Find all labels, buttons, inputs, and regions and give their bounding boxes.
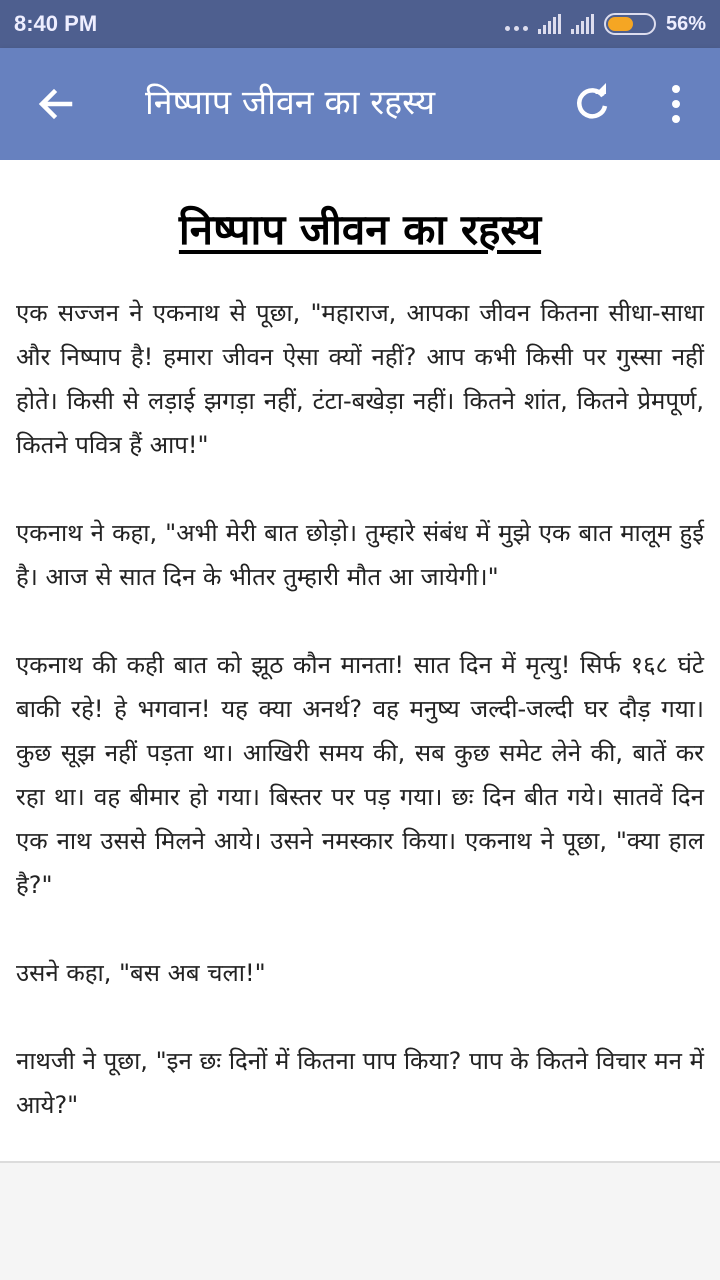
back-button[interactable] [34, 82, 78, 126]
more-vertical-icon [654, 82, 698, 126]
status-bar [0, 0, 720, 48]
article-paragraph: एक सज्जन ने एकनाथ से पूछा, "महाराज, आपका जीवन कितना सीधा-साधा और निष्पाप है! हमारा जीवन ऐसा क्यों नहीं? आप कभी किसी पर गुस्सा नहीं होते। किसी से लड़ाई झगड़ा नहीं, टंटा-बखेड़ा नहीं। कितने शांत, कितने प्रेमपूर्ण, कितने पवित्र हैं आप!" [16, 299, 704, 459]
more-options-button[interactable] [654, 82, 698, 126]
signal-icon [538, 14, 561, 34]
app-bar-title: निष्पाप जीवन का रहस्य [145, 83, 436, 123]
status-icons [505, 13, 706, 36]
app-bar [0, 48, 720, 160]
article-paragraph: एकनाथ की कही बात को झूठ कौन मानता! सात दिन में मृत्यु! सिर्फ १६८ घंटे बाकी रहे! हे भगवान! यह क्या अनर्थ? वह मनुष्य जल्दी-जल्दी घर दौड़ गया। कुछ सूझ नहीं पड़ता था। आखिरी समय की, सब कुछ समेट लेने की, बातें कर रहा था। वह बीमार हो गया। बिस्तर पर पड़ गया। छः दिन बीत गये। सातवें दिन एक नाथ उससे मिलने आये। उसने नमस्कार किया। एकनाथ ने पूछा, "क्या हाल है?" [16, 651, 704, 899]
article-paragraph: नाथजी ने पूछा, "इन छः दिनों में कितना पाप किया? पाप के कितने विचार मन में आये?" [16, 1047, 704, 1119]
signal-icon [571, 14, 594, 34]
article-content[interactable] [0, 160, 720, 1163]
article-paragraph: एकनाथ ने कहा, "अभी मेरी बात छोड़ो। तुम्हारे संबंध में मुझे एक बात मालूम हुई है। आज से सात दिन के भीतर तुम्हारी मौत आ जायेगी।" [16, 519, 704, 591]
more-dots-icon [505, 26, 528, 31]
refresh-button[interactable] [570, 82, 614, 126]
status-time: 8:40 PM [14, 11, 98, 36]
battery-icon [604, 13, 656, 35]
article-paragraph: उसने कहा, "बस अब चला!" [16, 959, 266, 987]
refresh-icon [570, 82, 614, 126]
battery-percent: 56% [665, 12, 706, 35]
arrow-left-icon [34, 82, 78, 126]
article-title: निष्पाप जीवन का रहस्य [178, 205, 542, 254]
